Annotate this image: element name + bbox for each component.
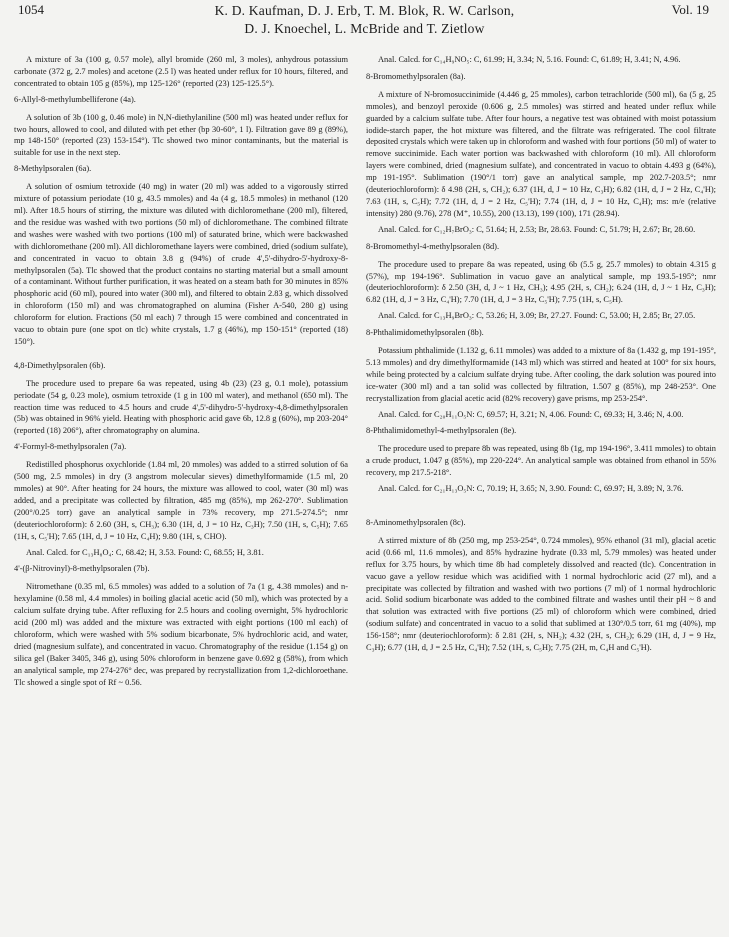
analysis-line: Anal. Calcd. for C₂₁H₁₃O₅N: C, 70.19; H, 3.65; N, 3.90. Found: C, 69.97; H, 3.89; N, 3.76. [378,484,684,494]
paragraph: Nitromethane (0.35 ml, 6.5 mmoles) was added to a solution of 7a (1 g, 4.38 mmoles) and n-hexylamine (0.58 ml, 4.4 mmoles) in boiling glacial acetic acid (50 ml), which was protected by a calcium sulfate drying tube. After refluxing for 2.5 hours and cooling overnight, 5% hydrochloric acid (200 ml) was added and the mixture was extracted with eight portions (100 ml each) of chloroform, which were washed with 5% sodium bicarbonate, 5% hydrochloric acid, and water, dried (magnesium sulfate), and concentrated in vacuo. Chromatography of the residue (1.154 g) on silica gel (Baker 3405, 346 g), using 50% chloroform in benzene gave 0.692 g (58%), from which an analytical sample, mp 274-276° dec, was prepared by recrystallization from 1,2-dichloroethane. Tlc showed a single spot of Rf ~ 0.56. [14,582,348,687]
left-column [14,54,348,932]
analysis-line: Anal. Calcd. for C₂₀H₁₁O₅N: C, 69.57; H, 3.21; N, 4.06. Found: C, 69.33; H, 3.46; N, 4.00. [378,409,684,419]
section-heading: 8-Aminomethylpsoralen (8c). [366,518,466,527]
authors-line-1: K. D. Kaufman, D. J. Erb, T. M. Blok, R. W. Carlson, [214,3,515,18]
paragraph: Potassium phthalimide (1.132 g, 6.11 mmoles) was added to a mixture of 8a (1.432 g, mp 191-195°, 5.13 mmoles) and dry dimethylformamide (143 ml) which was stirred and heated at 100° for six hours, while being protected by a calcium sulfate drying tube. After cooling, the dark solution was poured into ice-water (300 ml) and a tan solid was collected by filtration, 1.507 g (85%), mp 248-253°. One recrystallization from glacial acetic acid (82% recovery) gave prisms, mp 253-254°. [366,346,716,403]
section-heading: 8-Phthalimidomethyl-4-methylpsoralen (8e). [366,426,517,436]
paragraph: The procedure used to prepare 8a was repeated, using 6b (5.5 g, 25.7 mmoles) to obtain 4.315 g (57%), mp 194-196°. Sublimation in vacuo gave an analytical sample, mp 193.5-195°; nmr (deuteriochloroform): δ 2.50 (3H, d, J ~ 1 Hz, CH₃); 4.95 (2H, s, CH₂); 6.24 (1H, d, J ~ 1 Hz, C₃H); 6.82 (1H, d, J = 3 Hz, C₄'H); 7.70 (1H, d, J = 3 Hz, C₅'H); 7.75 (1H, s, C₅H). [366,259,716,305]
paragraph: The procedure used to prepare 6a was repeated, using 4b (23) (23 g, 0.1 mole), potassium periodate (54 g, 0.23 mole), osmium tetroxide (1 g in 100 ml water), and methanol (650 ml). The reaction time was reduced to 4.5 hours and crude 4',5'-dihydro-5'-hydroxy-4,8-dimethylpsoralen (5b) was obtained in 96% yield. Heating with phosphoric acid gave 6b, 12.8 g (60%), mp 203-204° (reported (18) 206°), after chromatography on alumina. [14,378,348,436]
analysis-line: Anal. Calcd. for C₁₃H₉BrO₃: C, 53.26; H, 3.09; Br, 27.27. Found: C, 53.00; H, 2.85; Br, 27.05. [378,311,696,321]
paragraph: A mixture of 3a (100 g, 0.57 mole), allyl bromide (260 ml, 3 moles), anhydrous potassium carbonate (372 g, 2.7 moles) and acetone (2.5 l) was heated under reflux for 10 hours, filtered, and concentrated to obtain 105 g (85%), mp 125-126° (reported (23) 125-125.5°). [14,55,348,88]
running-head-authors [0,2,729,38]
analysis-line: Anal. Calcd. for C₁₄H₉NO₅: C, 61.99; H, 3.34; N, 5.16. Found: C, 61.89; H, 3.41; N, 4.96. [378,55,681,64]
paragraph: The procedure used to prepare 8b was repeated, using 8b (1g, mp 194-196°, 3.411 mmoles) to obtain a crude product, 1.047 g (85%), mp 220-224°. An analytical sample was obtained from ethanol in 55% recovery, mp 217.5-218°. [366,444,716,478]
section-heading: 8-Bromomethylpsoralen (8a). [366,71,466,81]
section-heading: 8-Methylpsoralen (6a). [14,164,92,174]
authors-line-2: D. J. Knoechel, L. McBride and T. Zietlow [244,21,485,36]
section-heading: 4'-Formyl-8-methylpsoralen (7a). [14,442,127,452]
volume-number: Vol. 19 [671,2,709,17]
analysis-line: Anal. Calcd. for C₁₂H₇BrO₃: C, 51.64; H, 2.53; Br, 28.63. Found: C, 51.79; H, 2.67; Br, 28.60. [378,224,696,234]
paragraph: A mixture of N-bromosuccinimide (4.446 g, 25 mmoles), carbon tetrachloride (500 ml), 6a (5 g, 25 mmoles), and benzoyl peroxide (0.606 g, 2.5 mmoles) was stirred and heated under reflux while guarded by a calcium sulfate tube. After four hours, a negative test was obtained with moist potassium iodide-starch paper, the hot mixture was filtered, and the filtrate was refrigerated. The cool filtrate deposited crystals which were taken up in chloroform and washed with four portions (50 ml) of water to remove succinimide. Each water portion was backwashed with chloroform (10 ml). All chloroform layers were combined, dried (magnesium sulfate), and concentrated in vacuo to obtain 4.493 g (64%), mp 191-195°. Sublimation (190°/1 torr) gave an analytical sample, mp 202.7-203.5°; nmr (deuteriochloroform): δ 4.98 (2H, s, CH₂); 6.37 (1H, d, J = 10 Hz, C₃H); 6.82 (1H, d, J = 2 Hz, C₄'H); 7.63 (1H, s, C₅H); 7.72 (1H, d, J = 2 Hz, C₅'H); 7.74 (1H, d, J = 10 Hz, C₄H); ms: m/e (relative intensity) 280 (9.76), 278 (M⁺, 10.55), 200 (13.13), 199 (100), 171 (28.94). [366,89,716,218]
paragraph: A solution of 3b (100 g, 0.46 mole) in N,N-diethylaniline (500 ml) was heated under reflux for two hours, allowed to cool, and diluted with pet ether (bp 30-60°, 1 l). Filtration gave 89 g (89%), mp 148-150° (reported (23) 153-154°). Tlc showed two minor contaminants, but the material is suitable for use in the next step. [14,112,348,158]
page-number: 1054 [18,2,44,17]
section-heading: 4,8-Dimethylpsoralen (6b). [14,360,106,370]
right-column [366,54,716,932]
paragraph: A solution of osmium tetroxide (40 mg) in water (20 ml) was added to a vigorously stirred mixture of potassium periodate (10 g, 43.5 mmoles) and 4a (4 g, 18.5 mmoles) in methanol (120 ml). After 18.5 hours of stirring, the mixture was diluted with dichloromethane (200 ml), filtered, and the residue was washed with two portions (50 ml) of dichloromethane. The combined filtrate and washes were washed with two portions (100 ml) of saturated brine, which were backwashed with dichloromethane (200 ml). All dichloromethane layers were combined, dried (sodium sulfate), and concentrated in vacuo to obtain 3.8 g (94%) of crude 4',5'-dihydro-5'-hydroxy-8-methylpsoralen (5a). Tlc showed that the product contains no starting material but a small amount of a contaminant. Without further purification, it was heated on a steam bath for 30 minutes in 85% phosphoric acid (60 ml), poured into water (300 ml), and filtered to obtain 2.83 g, which dissolved in chloroform (150 ml) and was chromatographed on alumina (Fisher A-540, 280 g) using chloroform for elution. Fractions (50 ml each) 7 through 15 were combined and concentrated in vacuo to obtain pure (one spot on tlc) white crystals, 1.7 g (46%), mp 150-151° (reported (18) 150°). [14,182,348,346]
page-header [0,0,729,44]
section-heading: 4'-(β-Nitrovinyl)-8-methylpsoralen (7b). [14,564,150,574]
section-heading: 8-Phthalimidomethylpsoralen (8b). [366,328,484,338]
section-heading: 8-Bromomethyl-4-methylpsoralen (8d). [366,241,500,251]
analysis-line: Anal. Calcd. for C₁₃H₈O₄: C, 68.42; H, 3.53. Found: C, 68.55; H, 3.81. [26,547,264,557]
paragraph: Redistilled phosphorus oxychloride (1.84 ml, 20 mmoles) was added to a stirred solution of 6a (500 mg, 2.5 mmoles) in dry (3 angstrom molecular sieves) dimethylformamide (1.5 ml, 20 mmoles) at 90°. After heating for 24 hours, the mixture was allowed to cool, water (30 ml) was added, and a precipitate was collected by filtration, 485 mg (85%), mp 262-270°. Sublimation (200°/0.25 torr) gave an analytical sample in 73% recovery, mp 271.5-274.5°; nmr (deuteriochloroform): δ 2.60 (3H, s, CH₃); 6.30 (1H, d, J = 10 Hz, C₃H); 7.50 (1H, s, C₅H); 7.65 (1H, s, C₅'H); 7.65 (1H, d, J = 10 Hz, C₄H); 9.80 (1H, s, CHO). [14,460,348,541]
section-heading: 6-Allyl-8-methylumbelliferone (4a). [14,94,136,104]
paragraph: A stirred mixture of 8b (250 mg, mp 253-254°, 0.724 mmoles), 95% ethanol (31 ml), glacial acetic acid (0.66 ml, 11.6 mmoles), and 85% hydrazine hydrate (0.33 ml, 5.79 mmoles) was heated under reflux for 3.75 hours, by which time 8b had completely dissolved and reacted (tlc). Concentration in vacuo gave a yellow residue which was acidified with 1 normal hydrochloric acid (27 ml), and a precipitate was collected by filtration and washed with two portions (7 ml) of 1 normal hydrochloric acid. Solid sodium bicarbonate was added to the combined filtrate and washes until their pH ~ 8 and that solution was extracted with five portions (25 ml) of chloroform which were combined, dried (sodium sulfate) and concentrated in vacuo to a solid that sublimed at 130°/0.5 torr, 61 mg (40%), mp 156-158°; nmr (deuteriochloroform): δ 2.81 (2H, s, NH₂); 4.32 (2H, s, CH₂); 6.29 (1H, d, J = 9 Hz, C₃H); 6.77 (1H, d, J = 2.5 Hz, C₄'H); 7.52 (1H, s, C₅H); 7.75 (2H, m, C₄H and C₅'H). [366,535,716,653]
